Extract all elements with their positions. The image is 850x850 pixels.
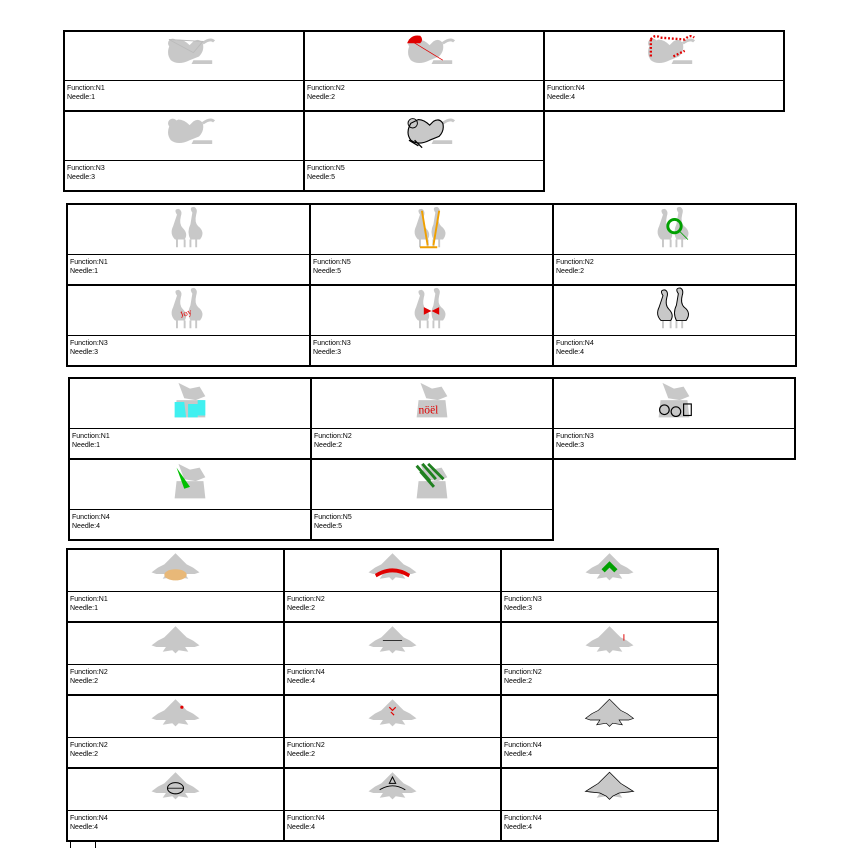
cell-caption <box>65 80 303 110</box>
sequence-cell <box>66 694 285 769</box>
mouse-outline-icon <box>305 112 543 159</box>
function-label: Function:N2 <box>287 742 325 749</box>
mouse-candy-cane-icon <box>545 32 783 79</box>
function-label: Function:N4 <box>72 514 110 521</box>
sequence-cell <box>66 767 285 842</box>
function-label: Function:N2 <box>287 596 325 603</box>
cell-caption <box>70 428 310 458</box>
page-marker <box>70 841 96 848</box>
cell-caption <box>305 160 543 190</box>
needle-label: Needle:2 <box>287 751 316 758</box>
bird-plain-icon <box>68 623 283 663</box>
sequence-cell <box>309 203 554 286</box>
cell-caption <box>68 737 283 767</box>
sequence-cell <box>68 377 312 460</box>
cell-caption <box>554 428 794 458</box>
cell-caption <box>285 810 500 840</box>
ornament-green-stripe-icon <box>70 460 310 508</box>
needle-label: Needle:2 <box>314 442 343 449</box>
function-label: Function:N2 <box>556 259 594 266</box>
svg-text:Joy: Joy <box>178 306 194 320</box>
sequence-cell <box>500 621 719 696</box>
geese-ghost-icon <box>68 205 309 253</box>
geese-orange-legs-icon <box>311 205 552 253</box>
function-label: Function:N4 <box>547 85 585 92</box>
sequence-cell <box>66 621 285 696</box>
cell-caption <box>502 591 717 621</box>
sequence-cell <box>552 284 797 367</box>
mouse-body-icon <box>65 112 303 159</box>
function-label: Function:N4 <box>287 669 325 676</box>
function-label: Function:N3 <box>504 596 542 603</box>
needle-label: Needle:3 <box>556 442 585 449</box>
cell-caption <box>68 810 283 840</box>
function-label: Function:N5 <box>314 514 352 521</box>
needle-label: Needle:2 <box>70 751 99 758</box>
needle-label: Needle:2 <box>287 605 316 612</box>
mouse-red-hat-icon <box>305 32 543 79</box>
bird-red-bow-icon <box>285 696 500 736</box>
needle-label: Needle:1 <box>72 442 101 449</box>
function-label: Function:N1 <box>70 596 108 603</box>
sequence-cell <box>500 767 719 842</box>
function-label: Function:N4 <box>556 340 594 347</box>
needle-label: Needle:2 <box>307 94 336 101</box>
function-label: Function:N2 <box>70 742 108 749</box>
function-label: Function:N2 <box>314 433 352 440</box>
bird-red-dot-icon <box>68 696 283 736</box>
bird-red-mark-icon <box>502 623 717 663</box>
function-label: Function:N2 <box>70 669 108 676</box>
ornament-red-noel-icon <box>312 379 552 427</box>
bird-hat-icon <box>68 769 283 809</box>
cell-caption <box>305 80 543 110</box>
cell-caption <box>65 160 303 190</box>
cell-caption <box>285 737 500 767</box>
function-label: Function:N4 <box>504 815 542 822</box>
geese-outline-icon <box>554 286 795 334</box>
needle-label: Needle:4 <box>287 824 316 831</box>
ornament-cyan-icon <box>70 379 310 427</box>
function-label: Function:N3 <box>67 165 105 172</box>
geese-red-bow-icon <box>311 286 552 334</box>
svg-text:nöël: nöël <box>418 404 439 417</box>
needle-label: Needle:5 <box>314 523 343 530</box>
needle-label: Needle:3 <box>67 174 96 181</box>
geese-red-text-icon <box>68 286 309 334</box>
bird-tan-body-icon <box>68 550 283 590</box>
cell-caption <box>68 664 283 694</box>
cell-caption <box>311 335 552 365</box>
cell-caption <box>502 810 717 840</box>
bird-scarf-icon <box>285 769 500 809</box>
needle-label: Needle:4 <box>556 349 585 356</box>
ornament-outline-icon <box>554 379 794 427</box>
cell-caption <box>285 664 500 694</box>
needle-label: Needle:3 <box>313 349 342 356</box>
needle-label: Needle:2 <box>556 268 585 275</box>
sequence-cell <box>283 767 502 842</box>
geese-green-wreath-icon <box>554 205 795 253</box>
sequence-cell <box>500 548 719 623</box>
sequence-cell <box>63 30 305 112</box>
sequence-cell <box>283 548 502 623</box>
mouse-ghost-icon <box>65 32 303 79</box>
sequence-cell <box>552 377 796 460</box>
needle-label: Needle:1 <box>70 268 99 275</box>
function-label: Function:N5 <box>313 259 351 266</box>
function-label: Function:N1 <box>72 433 110 440</box>
function-label: Function:N5 <box>307 165 345 172</box>
sequence-cell <box>543 30 785 112</box>
sequence-cell <box>309 284 554 367</box>
needle-label: Needle:4 <box>504 751 533 758</box>
bird-outline-icon <box>502 696 717 736</box>
cell-caption <box>70 509 310 539</box>
cell-caption <box>502 737 717 767</box>
sequence-cell <box>310 377 554 460</box>
needle-label: Needle:4 <box>70 824 99 831</box>
needle-label: Needle:4 <box>547 94 576 101</box>
needle-label: Needle:5 <box>307 174 336 181</box>
cell-caption <box>311 254 552 284</box>
function-label: Function:N2 <box>504 669 542 676</box>
needle-label: Needle:4 <box>287 678 316 685</box>
bird-outline-2-icon <box>502 769 717 809</box>
cell-caption <box>312 428 552 458</box>
needle-label: Needle:1 <box>67 94 96 101</box>
function-label: Function:N3 <box>313 340 351 347</box>
needle-label: Needle:5 <box>313 268 342 275</box>
cell-caption <box>554 335 795 365</box>
needle-label: Needle:4 <box>504 824 533 831</box>
needle-label: Needle:4 <box>72 523 101 530</box>
sequence-cell <box>283 621 502 696</box>
bird-green-holly-icon <box>502 550 717 590</box>
sequence-cell <box>303 110 545 192</box>
sequence-cell <box>66 203 311 286</box>
function-label: Function:N4 <box>287 815 325 822</box>
function-label: Function:N2 <box>307 85 345 92</box>
cell-caption <box>68 254 309 284</box>
sequence-cell <box>66 284 311 367</box>
needle-label: Needle:1 <box>70 605 99 612</box>
sequence-cell <box>283 694 502 769</box>
cell-caption <box>68 591 283 621</box>
function-label: Function:N4 <box>70 815 108 822</box>
cell-caption <box>68 335 309 365</box>
needle-label: Needle:2 <box>70 678 99 685</box>
bird-red-ribbon-icon <box>285 550 500 590</box>
ornament-green-pine-icon <box>312 460 552 508</box>
function-label: Function:N1 <box>67 85 105 92</box>
needle-label: Needle:2 <box>504 678 533 685</box>
sequence-cell <box>310 458 554 541</box>
sequence-cell <box>500 694 719 769</box>
bird-black-line-icon <box>285 623 500 663</box>
sequence-cell <box>68 458 312 541</box>
function-label: Function:N1 <box>70 259 108 266</box>
needle-label: Needle:3 <box>70 349 99 356</box>
sequence-cell <box>66 548 285 623</box>
cell-caption <box>312 509 552 539</box>
function-label: Function:N3 <box>556 433 594 440</box>
sequence-cell <box>303 30 545 112</box>
cell-caption <box>545 80 783 110</box>
cell-caption <box>285 591 500 621</box>
needle-label: Needle:3 <box>504 605 533 612</box>
cell-caption <box>502 664 717 694</box>
sequence-cell <box>552 203 797 286</box>
function-label: Function:N4 <box>504 742 542 749</box>
cell-caption <box>554 254 795 284</box>
sequence-cell <box>63 110 305 192</box>
function-label: Function:N3 <box>70 340 108 347</box>
